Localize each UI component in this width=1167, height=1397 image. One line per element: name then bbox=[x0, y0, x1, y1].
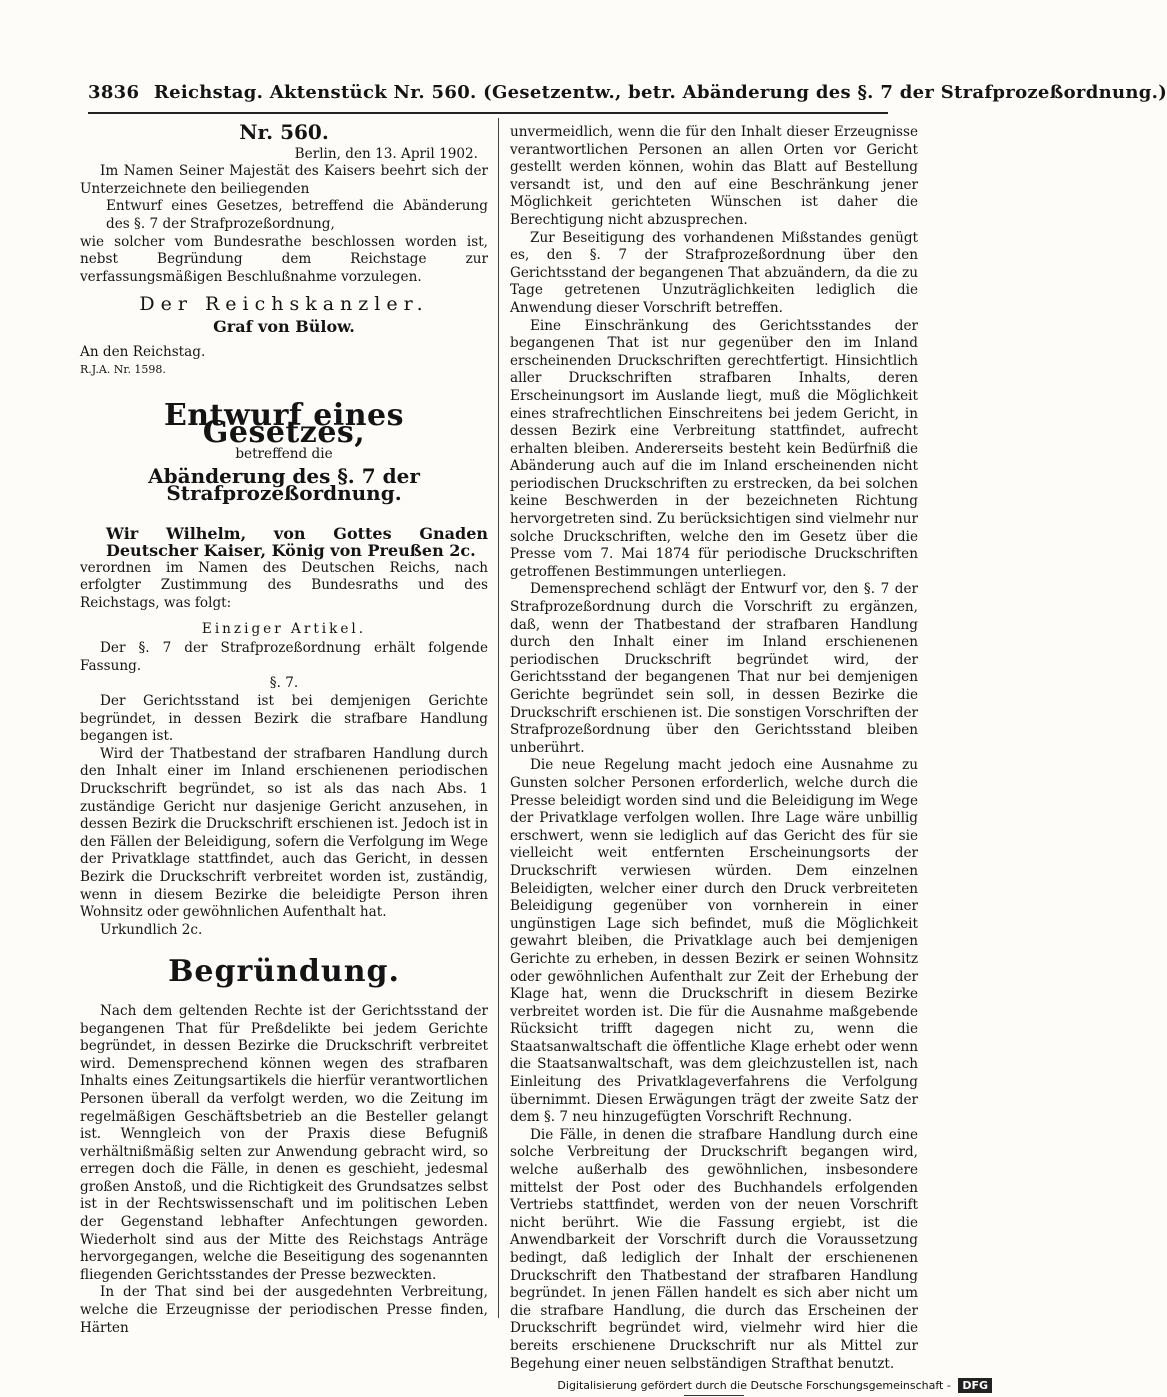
begruendung-heading: Begründung. bbox=[168, 954, 400, 990]
article-text: Der §. 7 der Strafprozeßordnung erhält folgende Fassung. bbox=[80, 640, 488, 674]
draft-title: Entwurf eines Gesetzes, bbox=[163, 397, 405, 451]
date-line: Berlin, den 13. April 1902. bbox=[294, 145, 478, 162]
dfg-logo: DFG bbox=[958, 1378, 992, 1393]
page-number: 3836 bbox=[88, 82, 140, 103]
header-rule bbox=[88, 112, 888, 114]
right-paragraph-3: Eine Einschränkung des Gerichtsstandes der begangenen That ist nur gegenüber den im Inland erscheinenden Druckschriften gerechtfertigt. Hinsichtlich aller Druckschriften strafbaren Inhalts, deren Erscheinungsort im Auslande liegt, muß die Möglichkeit eines strafrechtlichen Einschreitens bei jedem Gericht, in dessen Bezirk eine Verbreitung stattfindet, aufrecht erhalten bleiben. Andererseits besteht kein Bedürfniß die Abänderung auch auf die im Inland erscheinenden nicht periodischen Druckschriften zu erstrecken, da bei solchen keine Beschwerden in der bezeichneten Richtung hervorgetreten sind. Zu berücksichtigen sind vielmehr nur solche Druckschriften, welche den im Gesetz über die Presse vom 7. Mai 1874 für periodische Druckschriften getroffenen Bestimmungen unterliegen. bbox=[510, 317, 918, 580]
right-paragraph-5: Die neue Regelung macht jedoch eine Ausnahme zu Gunsten solcher Personen erforderlich, welche durch die Presse beleidigt worden sind und die Beleidigung im Wege der Privatklage verfolgen wollen. Ihre Lage wäre unbillig erschwert, wenn sie lediglich auf das Gericht des für sie vielleicht weit entfernten Erscheinungsorts der Druckschrift verwiesen würden. Dem einzelnen Beleidigten, welcher einer durch den Druck verbreiteten Beleidigung gegenüber von vornherein in einer ungünstigen Lage sich befindet, muß die Möglichkeit gewahrt bleiben, die Privatklage auch bei demjenigen Gerichte zu erheben, in dessen Bezirk er seinen Wohnsitz oder gewöhnlichen Aufenthalt zur Zeit der Erhebung der Klage hat, wenn die Druckschrift in diesem Bezirke verbreitet worden ist. Die für die Ausnahme maßgebende Rücksicht trifft dagegen nicht zu, wenn die Staatsanwaltschaft die öffentliche Klage erhebt oder wenn die Staatsanwaltschaft, was dem gleichzustellen ist, nach Einleitung des Privatklageverfahrens die Verfolgung übernimmt. Diesen Erwägungen trägt der zweite Satz der dem §. 7 neu hinzugefügten Vorschrift Rechnung. bbox=[510, 757, 918, 1126]
running-title: Reichstag. Aktenstück Nr. 560. (Gesetzentw., betr. Abänderung des §. 7 der Strafprozeßordnung.) bbox=[153, 82, 1167, 103]
column-separator bbox=[498, 118, 499, 1318]
signer-title: Der Reichskanzler. bbox=[139, 293, 429, 316]
reference-number: R.J.A. Nr. 1598. bbox=[80, 363, 166, 377]
right-paragraph-2: Zur Beseitigung des vorhandenen Mißstandes genügt es, den §. 7 der Strafprozeßordnung über den Gerichtsstand der begangenen That abzuändern, da die zu Tage getretenen Unzuträglichkeiten lediglich die Anwendung dieser Vorschrift betreffen. bbox=[510, 229, 918, 316]
right-column bbox=[510, 124, 918, 1396]
draft-reference: Entwurf eines Gesetzes, betreffend die Abänderung des §. 7 der Strafprozeßordnung, bbox=[106, 198, 488, 232]
paragraph-heading: §. 7. bbox=[269, 675, 299, 692]
right-paragraph-6: Die Fälle, in denen die strafbare Handlung durch eine solche Verbreitung der Druckschrift begangen wird, welche außerhalb des gewöhnlichen, insbesondere mittelst der Post oder des Buchhandels erfolgenden Vertriebs stattfindet, werden von der neuen Vorschrift nicht berührt. Wie die Fassung ergiebt, ist die Anwendbarkeit der Vorschrift durch die Voraussetzung bedingt, daß lediglich der Inhalt der erschienenen Druckschrift den Thatbestand der strafbaren Handlung begründet. In jenen Fällen handelt es sich aber nicht um die strafbare Handlung, die durch das Erscheinen der Druckschrift begründet wird, vielmehr wird hier die bereits erschienene Druckschrift nur als Mittel zur Begehung einer neuen selbständigen Strafthat benutzt. bbox=[510, 1126, 918, 1372]
intro-paragraph: Im Namen Seiner Majestät des Kaisers beehrt sich der Unterzeichnete den beiliegenden bbox=[80, 163, 488, 197]
article-heading: Einziger Artikel. bbox=[201, 620, 367, 637]
urkundlich: Urkundlich 2c. bbox=[100, 921, 203, 938]
right-paragraph-4: Demensprechend schlägt der Entwurf vor, den §. 7 der Strafprozeßordnung durch die Vorschrift zu ergänzen, daß, wenn der Thatbestand der strafbaren Handlung durch den Inhalt einer im Inland erschienenen periodischen Druckschrift begründet wird, der Gerichtsstand der begangenen That nur bei demjenigen Gerichte begründet sein soll, in dessen Bezirke die Druckschrift erschienen ist. Die sonstigen Vorschriften der Strafprozeßordnung über den Gerichtsstand bleiben unberührt. bbox=[510, 581, 918, 756]
paragraph-sentence-2: Wird der Thatbestand der strafbaren Handlung durch den Inhalt einer im Inland erschienenen periodischen Druckschrift begründet, so ist als das nach Abs. 1 zuständige Gericht nur dasjenige Gericht anzusehen, in dessen Bezirk die Druckschrift erschienen ist. Jedoch ist in den Fällen der Beleidigung, sofern die Verfolgung im Wege der Privatklage stattfindet, auch das Gericht, in dessen Bezirk die Druckschrift verbreitet worden ist, zuständig, wenn in diesem Bezirke die beleidigte Person ihren Wohnsitz oder gewöhnlichen Aufenthalt hat. bbox=[80, 745, 488, 921]
running-header bbox=[88, 82, 1167, 103]
addressee: An den Reichstag. bbox=[80, 343, 206, 360]
digitization-footer bbox=[557, 1378, 992, 1393]
end-rule bbox=[684, 1395, 744, 1396]
paragraph-sentence-1: Der Gerichtsstand ist bei demjenigen Gerichte begründet, in dessen Bezirk die strafbare Handlung begangen ist. bbox=[80, 693, 488, 745]
draft-subject: Abänderung des §. 7 der Strafprozeßordnung. bbox=[148, 463, 420, 506]
footer-text: Digitalisierung gefördert durch die Deutsche Forschungsgemeinschaft - bbox=[557, 1379, 951, 1392]
signer-name: Graf von Bülow. bbox=[213, 316, 355, 336]
document-number: Nr. 560. bbox=[239, 120, 329, 144]
draft-betreffend: betreffend die bbox=[235, 445, 333, 462]
right-paragraph-1: unvermeidlich, wenn die für den Inhalt dieser Erzeugnisse verantwortlichen Personen an allen Orten vor Gericht gestellt werden können, wohin das Blatt auf Bestellung versandt ist, und den auf eine Beschränkung jener Möglichkeit gerichteten Wünschen ist daher die Berechtigung nicht abzusprechen. bbox=[510, 124, 918, 228]
enacting-formula: Wir Wilhelm, von Gottes Gnaden Deutscher Kaiser, König von Preußen 2c. bbox=[106, 523, 488, 561]
enacting-clause: verordnen im Namen des Deutschen Reichs, nach erfolgter Zustimmung des Bundesraths und des Reichstags, was folgt: bbox=[80, 559, 488, 612]
begruendung-paragraph-1: Nach dem geltenden Rechte ist der Gerichtsstand der begangenen That für Preßdelikte bei jedem Gerichte begründet, in dessen Bezirke die Druckschrift verbreitet wird. Demensprechend können wegen des strafbaren Inhalts eines Zeitungsartikels die hierfür verantwortlichen Personen überall da verfolgt werden, wo die Zeitung im regelmäßigen Geschäftsbetrieb an die Besteller gelangt ist. Wenngleich von der Praxis diese Befugniß verhältnißmäßig selten zur Anwendung gebracht wird, so erregen doch die Fälle, in denen es geschieht, jedesmal großen Anstoß, und die Richtigkeit des Grundsatzes selbst ist in der Rechtswissenschaft und im politischen Leben der Gegenstand lebhafter Anfechtungen geworden. Wiederholt sind aus der Mitte des Reichstags Anträge hervorgegangen, welche die Beseitigung des sogenannten fliegenden Gerichtsstandes der Presse bezweckten. bbox=[80, 1002, 488, 1283]
begruendung-paragraph-2: In der That sind bei der ausgedehnten Verbreitung, welche die Erzeugnisse der periodischen Presse finden, Härten bbox=[80, 1284, 488, 1336]
submission-paragraph: wie solcher vom Bundesrathe beschlossen worden ist, nebst Begründung dem Reichstage zur verfassungsmäßigen Beschlußnahme vorzulegen. bbox=[80, 233, 488, 285]
left-column bbox=[80, 120, 488, 1337]
